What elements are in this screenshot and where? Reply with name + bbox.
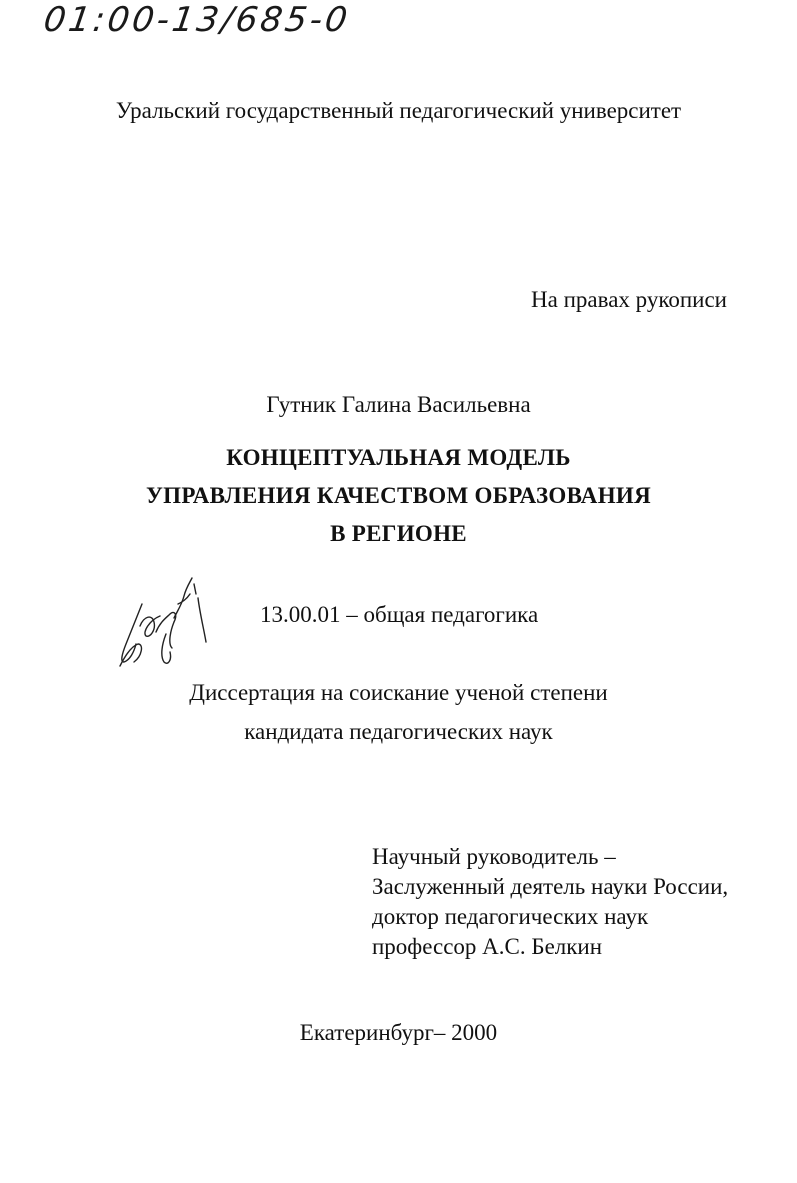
supervisor-block [372, 842, 728, 962]
supervisor-line-1: Научный руководитель – [372, 844, 616, 869]
degree-line-2: кандидата педагогических наук [244, 719, 553, 744]
signature-stroke [122, 604, 142, 662]
title-line-3: В РЕГИОНЕ [330, 521, 467, 546]
supervisor-line-3: доктор педагогических наук [372, 904, 649, 929]
city-year: Екатеринбург– 2000 [299, 1020, 498, 1045]
manuscript-rights-note: На правах рукописи [531, 287, 727, 312]
signature-stroke [174, 578, 192, 618]
author-name: Гутник Галина Васильевна [266, 392, 531, 417]
specialty-code: 13.00.01 – общая педагогика [260, 602, 539, 627]
handwritten-archive-number: 01:00-13/685-0 [41, 0, 353, 40]
signature-stroke [140, 616, 160, 636]
signature-stroke [156, 612, 176, 648]
degree-line-1: Диссертация на соискание ученой степени [189, 680, 608, 705]
signature-stroke [120, 644, 141, 666]
university-name: Уральский государственный педагогический университет [115, 98, 682, 123]
title-line-2: УПРАВЛЕНИЯ КАЧЕСТВОМ ОБРАЗОВАНИЯ [146, 483, 651, 508]
supervisor-line-2: Заслуженный деятель науки России, [372, 874, 729, 899]
signature-stroke [194, 584, 196, 594]
handwritten-signature [112, 574, 217, 670]
signature-stroke [198, 598, 206, 642]
title-line-1: КОНЦЕПТУАЛЬНАЯ МОДЕЛЬ [226, 445, 571, 470]
supervisor-line-4: профессор А.С. Белкин [372, 934, 603, 959]
